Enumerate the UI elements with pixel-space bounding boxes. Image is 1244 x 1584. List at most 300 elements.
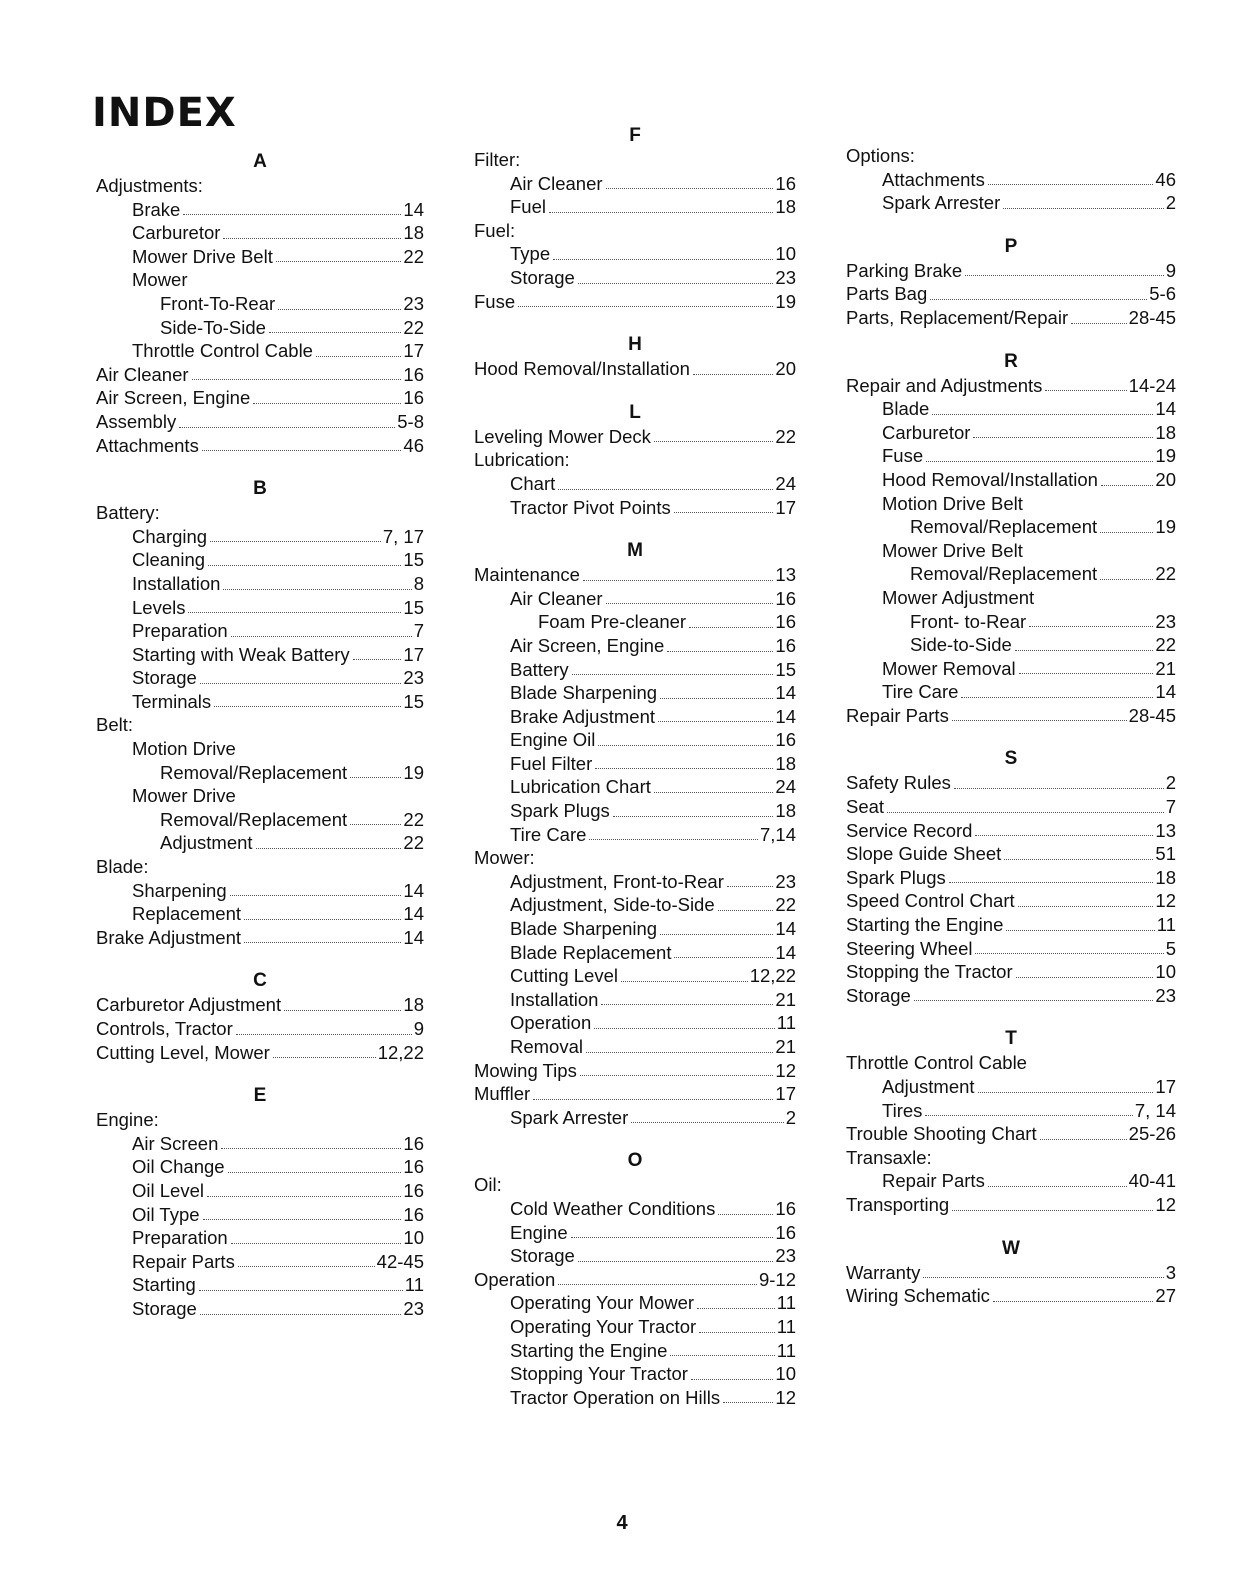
entry-text: Side-to-Side <box>910 634 1012 656</box>
entry-page: 16 <box>403 1156 424 1178</box>
dot-leader <box>231 636 412 637</box>
entry-text: Mower: <box>474 847 535 869</box>
dot-leader <box>221 1148 401 1149</box>
index-section <box>96 969 424 1064</box>
index-entry <box>474 917 796 941</box>
index-entry <box>846 889 1176 913</box>
index-entry <box>846 1169 1176 1193</box>
entry-text: Chart <box>510 472 556 494</box>
index-section <box>474 539 796 1129</box>
index-entry <box>846 168 1176 192</box>
index-entry <box>474 610 796 634</box>
dot-leader <box>244 919 401 920</box>
entry-text: Mower Drive <box>132 785 236 807</box>
dot-leader <box>975 835 1153 836</box>
index-entry <box>96 548 424 572</box>
dot-leader <box>658 721 773 722</box>
entry-text: Brake Adjustment <box>96 926 241 948</box>
dot-leader <box>1100 532 1153 533</box>
entry-page: 16 <box>403 363 424 385</box>
section-letter: C <box>253 970 267 992</box>
entry-text: Replacement <box>132 903 242 925</box>
dot-leader <box>727 886 774 887</box>
entry-text: Mower Adjustment <box>882 586 1035 608</box>
entry-page: 22 <box>403 832 424 854</box>
dot-leader <box>200 683 402 684</box>
entry-text: Air Screen <box>132 1132 219 1154</box>
index-entry <box>846 1051 1176 1075</box>
entry-page: 19 <box>1155 516 1176 538</box>
dot-leader <box>558 1284 757 1285</box>
index-column-1 <box>96 150 424 1341</box>
entry-page: 23 <box>1155 984 1176 1006</box>
entry-page: 2 <box>1165 192 1176 214</box>
index-entry <box>96 784 424 808</box>
section-letter: O <box>627 1150 643 1172</box>
entry-page: 7, 14 <box>1134 1099 1176 1121</box>
entry-page: 7, 17 <box>382 525 424 547</box>
index-entry <box>474 634 796 658</box>
entry-text: Attachments <box>882 168 985 190</box>
index-entry <box>846 259 1176 283</box>
section-letter: B <box>253 478 267 500</box>
entry-text: Tire Care <box>882 681 959 703</box>
index-entry <box>96 1297 424 1321</box>
entry-text: Transporting <box>846 1193 950 1215</box>
entry-page: 5-6 <box>1149 283 1176 305</box>
entry-page: 16 <box>403 1179 424 1201</box>
entry-text: Starting with Weak Battery <box>132 643 350 665</box>
dot-leader <box>654 792 774 793</box>
dot-leader <box>518 306 773 307</box>
dot-leader <box>952 1210 1153 1211</box>
entry-text: Spark Plugs <box>510 800 610 822</box>
entry-text: Sharpening <box>132 879 227 901</box>
page-number: 4 <box>616 1512 628 1534</box>
dot-leader <box>179 427 395 428</box>
entry-text: Fuse <box>474 290 516 312</box>
entry-text: Adjustment, Front-to-Rear <box>510 870 724 892</box>
index-section <box>96 150 424 457</box>
dot-leader <box>558 489 773 490</box>
index-entry <box>846 374 1176 398</box>
entry-text: Repair Parts <box>132 1250 235 1272</box>
index-entry <box>846 1099 1176 1123</box>
index-entry <box>96 902 424 926</box>
index-entry <box>846 657 1176 681</box>
index-entry <box>474 1362 796 1386</box>
entry-page: 15 <box>403 549 424 571</box>
section-letter: R <box>1004 350 1018 372</box>
index-entry <box>474 172 796 196</box>
entry-text: Removal/Replacement <box>160 808 348 830</box>
index-entry <box>846 562 1176 586</box>
entry-text: Operating Your Tractor <box>510 1315 697 1337</box>
entry-page: 11 <box>776 1339 796 1361</box>
index-entry <box>474 219 796 243</box>
entry-text: Storage <box>510 1245 575 1267</box>
entry-page: 13 <box>775 564 796 586</box>
entry-text: Storage <box>510 266 575 288</box>
entry-page: 12,22 <box>749 965 796 987</box>
dot-leader <box>223 589 411 590</box>
entry-text: Removal/Replacement <box>910 516 1098 538</box>
entry-page: 51 <box>1155 843 1176 865</box>
entry-text: Mower Drive Belt <box>882 539 1023 561</box>
index-entry <box>474 893 796 917</box>
entry-page: 28-45 <box>1128 704 1176 726</box>
dot-leader <box>572 674 774 675</box>
entry-text: Cutting Level <box>510 965 618 987</box>
index-entry <box>474 964 796 988</box>
entry-text: Safety Rules <box>846 772 951 794</box>
entry-page: 16 <box>775 172 796 194</box>
index-entry <box>474 1082 796 1106</box>
index-entry <box>846 913 1176 937</box>
entry-text: Adjustment <box>882 1076 975 1097</box>
entry-page: 22 <box>1155 634 1176 656</box>
entry-page: 11 <box>776 1315 796 1337</box>
entry-text: Battery <box>510 658 569 680</box>
entry-page: 14 <box>775 705 796 727</box>
index-entry <box>96 619 424 643</box>
dot-leader <box>199 1290 403 1291</box>
entry-text: Mower Drive Belt <box>132 245 273 267</box>
dot-leader <box>586 1052 773 1053</box>
entry-page: 12 <box>1155 1193 1176 1215</box>
entry-text: Storage <box>846 984 911 1006</box>
entry-text: Trouble Shooting Chart <box>846 1123 1037 1145</box>
entry-text: Brake <box>132 198 181 220</box>
index-entry <box>846 937 1176 961</box>
index-entry <box>96 525 424 549</box>
dot-leader <box>621 981 748 982</box>
index-entry <box>96 1203 424 1227</box>
dot-leader <box>952 720 1127 721</box>
index-entry <box>474 448 796 472</box>
dot-leader <box>654 441 774 442</box>
dot-leader <box>932 414 1153 415</box>
index-entry <box>846 492 1176 516</box>
entry-text: Storage <box>132 1297 197 1319</box>
index-entry <box>474 941 796 965</box>
entry-page: 5 <box>1165 937 1176 959</box>
dot-leader <box>691 1379 773 1380</box>
index-section <box>846 1237 1176 1308</box>
dot-leader <box>887 812 1164 813</box>
index-entry <box>96 855 424 879</box>
entry-text: Installation <box>510 988 599 1010</box>
dot-leader <box>674 512 774 513</box>
dot-leader <box>697 1308 775 1309</box>
entry-page: 14 <box>403 879 424 901</box>
dot-leader <box>965 275 1164 276</box>
index-entry <box>846 1261 1176 1285</box>
dot-leader <box>606 188 774 189</box>
entry-text: Air Cleaner <box>96 363 189 385</box>
index-entry <box>474 846 796 870</box>
entry-text: Side-To-Side <box>160 316 266 338</box>
entry-page: 12 <box>775 1386 796 1408</box>
entry-text: Parking Brake <box>846 259 963 281</box>
index-entry <box>474 496 796 520</box>
index-entry <box>96 926 424 950</box>
dot-leader <box>276 261 402 262</box>
entry-page: 18 <box>403 222 424 244</box>
dot-leader <box>606 603 774 604</box>
dot-leader <box>667 651 773 652</box>
entry-text: Starting <box>132 1274 196 1296</box>
entry-text: Operation <box>474 1268 556 1290</box>
index-section <box>846 350 1176 728</box>
dot-leader <box>961 697 1153 698</box>
entry-page: 12 <box>1155 890 1176 912</box>
entry-page: 13 <box>1155 819 1176 841</box>
dot-leader <box>1016 977 1154 978</box>
index-entry <box>474 870 796 894</box>
entry-page: 16 <box>775 634 796 656</box>
entry-page: 18 <box>1155 866 1176 888</box>
index-entry <box>846 633 1176 657</box>
entry-page: 42-45 <box>376 1250 424 1272</box>
index-entry <box>96 690 424 714</box>
index-entry <box>96 434 424 458</box>
entry-text: Repair Parts <box>846 704 949 726</box>
index-section <box>96 477 424 949</box>
dot-leader <box>273 1057 376 1058</box>
section-letter: M <box>627 540 643 562</box>
dot-leader <box>993 1301 1153 1302</box>
index-entry <box>96 879 424 903</box>
index-entry <box>96 713 424 737</box>
index-entry <box>474 752 796 776</box>
index-entry <box>846 819 1176 843</box>
entry-text: Hood Removal/Installation <box>882 468 1098 490</box>
entry-text: Spark Arrester <box>882 192 1001 214</box>
entry-page: 46 <box>403 434 424 456</box>
entry-page: 21 <box>775 1036 796 1057</box>
index-entry <box>96 1041 424 1065</box>
index-entry <box>846 1284 1176 1308</box>
section-letter: L <box>629 401 641 423</box>
entry-text: Fuse <box>882 445 924 467</box>
entry-text: Muffler <box>474 1083 531 1105</box>
index-entry <box>474 357 796 381</box>
entry-text: Air Cleaner <box>510 172 603 194</box>
index-section <box>474 333 796 381</box>
dot-leader <box>207 1196 401 1197</box>
entry-text: Oil: <box>474 1174 502 1196</box>
entry-text: Blade <box>882 398 930 420</box>
index-entry <box>96 572 424 596</box>
section-letter: H <box>628 334 642 356</box>
index-entry <box>96 666 424 690</box>
dot-leader <box>578 1261 774 1262</box>
dot-leader <box>954 788 1164 789</box>
entry-page: 22 <box>403 808 424 830</box>
entry-text: Mower Removal <box>882 657 1016 679</box>
entry-text: Brake Adjustment <box>510 705 655 727</box>
entry-page: 20 <box>1155 468 1176 490</box>
entry-page: 8 <box>413 572 424 594</box>
index-entry <box>96 643 424 667</box>
index-entry <box>474 290 796 314</box>
entry-text: Spark Plugs <box>846 866 946 888</box>
entry-page: 16 <box>775 587 796 609</box>
entry-page: 10 <box>403 1227 424 1249</box>
entry-text: Battery: <box>96 502 160 524</box>
entry-page: 16 <box>775 729 796 751</box>
entry-text: Front-To-Rear <box>160 292 276 314</box>
index-entry <box>96 245 424 269</box>
entry-text: Operation <box>510 1012 592 1034</box>
entry-page: 7 <box>413 620 424 642</box>
index-entry <box>474 705 796 729</box>
index-entry <box>474 1244 796 1268</box>
dot-leader <box>350 824 401 825</box>
dot-leader <box>1004 859 1153 860</box>
entry-text: Belt: <box>96 714 134 736</box>
index-entry <box>474 266 796 290</box>
entry-page: 18 <box>775 752 796 774</box>
index-entry <box>96 501 424 525</box>
entry-text: Controls, Tractor <box>96 1018 233 1039</box>
index-entry <box>846 795 1176 819</box>
entry-text: Service Record <box>846 819 973 841</box>
index-section <box>846 144 1176 215</box>
entry-page: 14 <box>775 941 796 963</box>
entry-text: Cutting Level, Mower <box>96 1041 270 1063</box>
dot-leader <box>693 374 773 375</box>
index-entry <box>474 1106 796 1130</box>
entry-page: 16 <box>403 1203 424 1225</box>
entry-text: Attachments <box>96 434 199 456</box>
index-entry <box>474 1173 796 1197</box>
entry-page: 14 <box>775 682 796 704</box>
entry-page: 27 <box>1155 1285 1176 1307</box>
dot-leader <box>580 1075 774 1076</box>
entry-text: Throttle Control Cable <box>132 340 313 362</box>
entry-text: Carburetor Adjustment <box>96 994 282 1016</box>
entry-page: 14-24 <box>1128 374 1176 396</box>
entry-page: 18 <box>1155 421 1176 443</box>
entry-page: 19 <box>1155 445 1176 467</box>
dot-leader <box>202 450 402 451</box>
entry-text: Type <box>510 243 551 265</box>
index-column-2 <box>474 124 796 1429</box>
entry-page: 18 <box>403 994 424 1016</box>
dot-leader <box>284 1010 401 1011</box>
entry-text: Fuel: <box>474 219 516 241</box>
entry-page: 12 <box>775 1059 796 1081</box>
section-letter: W <box>1002 1237 1020 1259</box>
index-entry <box>96 316 424 340</box>
dot-leader <box>200 1314 402 1315</box>
entry-text: Adjustment <box>160 832 253 854</box>
index-entry <box>846 610 1176 634</box>
dot-leader <box>256 848 402 849</box>
entry-page: 14 <box>1155 398 1176 420</box>
index-entry <box>96 737 424 761</box>
entry-text: Repair and Adjustments <box>846 374 1043 396</box>
index-entry <box>96 596 424 620</box>
index-entry <box>474 1035 796 1059</box>
dot-leader <box>1040 1139 1127 1140</box>
entry-text: Steering Wheel <box>846 937 973 959</box>
index-entry <box>474 775 796 799</box>
dot-leader <box>583 580 773 581</box>
entry-page: 17 <box>403 340 424 362</box>
dot-leader <box>210 541 381 542</box>
index-entry <box>846 960 1176 984</box>
dot-leader <box>192 379 402 380</box>
index-entry <box>846 680 1176 704</box>
entry-text: Air Screen, Engine <box>96 387 251 409</box>
entry-text: Lubrication Chart <box>510 776 651 798</box>
index-entry <box>846 1193 1176 1217</box>
entry-page: 22 <box>403 316 424 338</box>
entry-text: Hood Removal/Installation <box>474 358 690 380</box>
entry-text: Repair Parts <box>882 1170 985 1192</box>
index-entry <box>96 1108 424 1132</box>
dot-leader <box>223 238 401 239</box>
dot-leader <box>238 1266 375 1267</box>
dot-leader <box>1006 930 1154 931</box>
dot-leader <box>595 768 773 769</box>
dot-leader <box>670 1355 774 1356</box>
dot-leader <box>723 1402 773 1403</box>
entry-page: 23 <box>1155 610 1176 632</box>
index-entry <box>846 144 1176 168</box>
section-letter: S <box>1004 748 1018 770</box>
index-section <box>474 1149 796 1409</box>
dot-leader <box>353 659 402 660</box>
entry-text: Mowing Tips <box>474 1059 577 1081</box>
entry-page: 2 <box>785 1106 796 1128</box>
index-entry <box>846 866 1176 890</box>
index-entry <box>96 1155 424 1179</box>
dot-leader <box>930 299 1147 300</box>
entry-page: 9-12 <box>758 1268 796 1290</box>
entry-text: Carburetor <box>882 421 971 443</box>
dot-leader <box>1071 323 1127 324</box>
dot-leader <box>949 882 1154 883</box>
entry-text: Parts Bag <box>846 283 928 305</box>
entry-text: Engine Oil <box>510 729 596 751</box>
dot-leader <box>718 910 774 911</box>
entry-page: 7,14 <box>759 823 796 845</box>
entry-text: Tires <box>882 1099 923 1121</box>
dot-leader <box>230 895 402 896</box>
entry-text: Foam Pre-cleaner <box>538 611 687 633</box>
dot-leader <box>278 309 401 310</box>
entry-page: 21 <box>1155 657 1176 679</box>
entry-page: 16 <box>775 1197 796 1219</box>
index-entry <box>846 704 1176 728</box>
entry-text: Terminals <box>132 690 212 712</box>
index-entry <box>96 993 424 1017</box>
index-entry <box>474 1291 796 1315</box>
index-entry <box>846 306 1176 330</box>
dot-leader <box>208 565 401 566</box>
index-entry <box>846 515 1176 539</box>
entry-page: 20 <box>775 358 796 380</box>
entry-text: Wiring Schematic <box>846 1285 990 1307</box>
entry-page: 3 <box>1165 1261 1176 1283</box>
entry-page: 10 <box>1155 961 1176 983</box>
dot-leader <box>1018 906 1154 907</box>
entry-text: Leveling Mower Deck <box>474 425 651 447</box>
